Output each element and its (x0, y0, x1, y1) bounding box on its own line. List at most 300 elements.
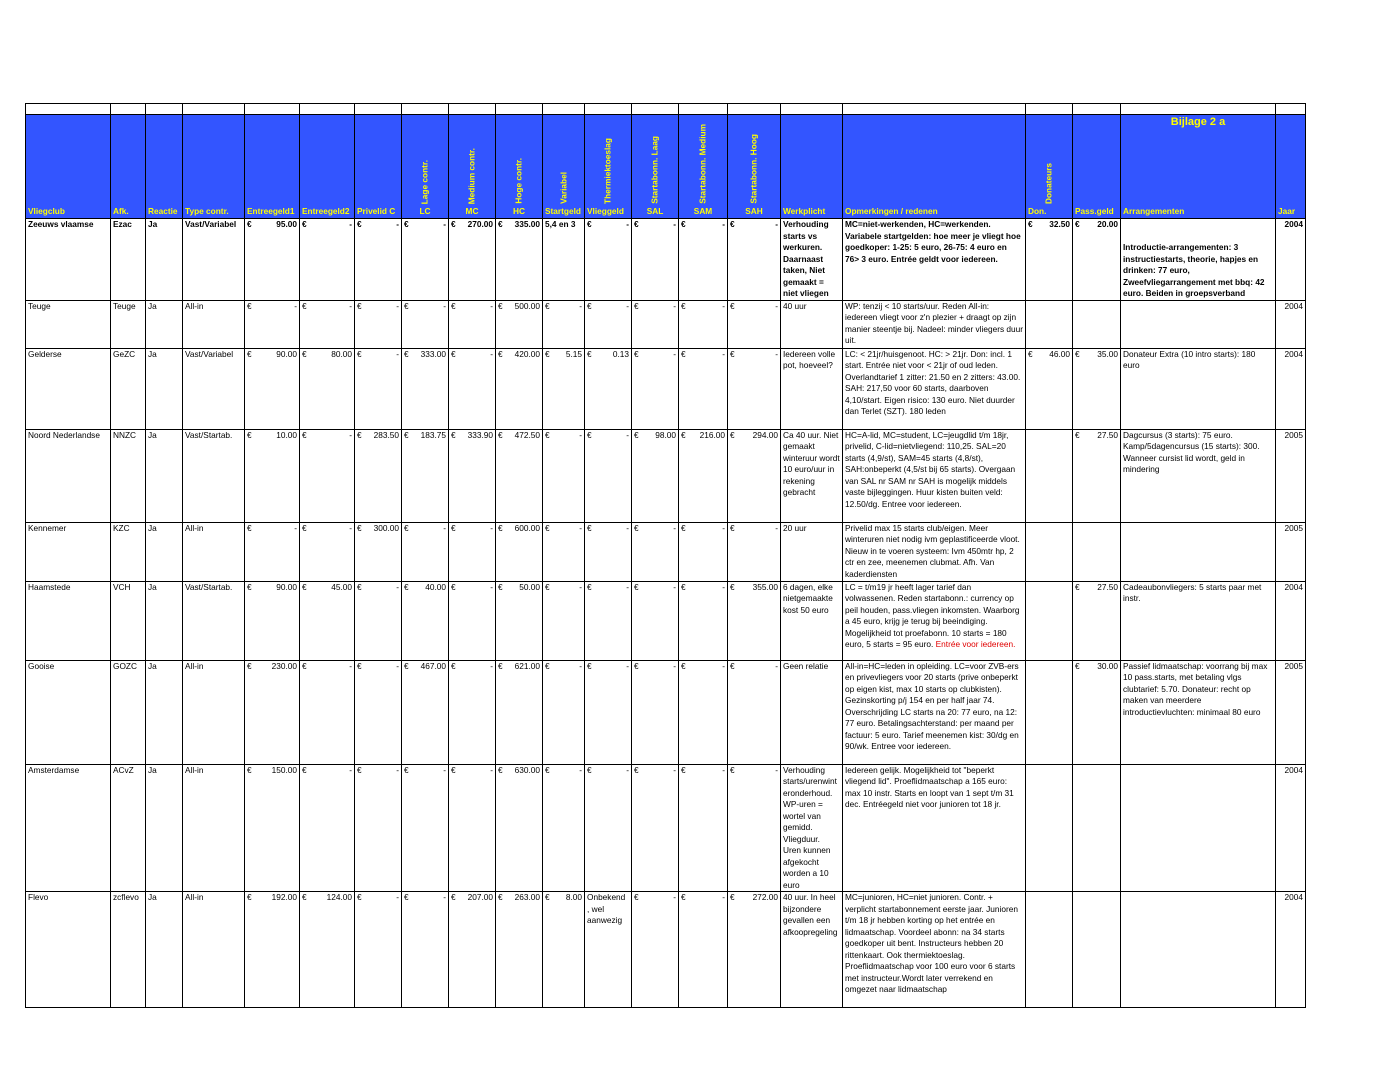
table-cell[interactable] (1121, 348, 1276, 429)
table-cell[interactable] (1026, 429, 1073, 522)
table-cell[interactable] (355, 348, 402, 429)
header-cell[interactable] (183, 115, 245, 219)
table-cell[interactable] (245, 581, 300, 660)
table-cell[interactable] (496, 219, 543, 301)
table-cell[interactable] (728, 764, 781, 892)
currency-symbol: € (1075, 581, 1080, 592)
currency-symbol: € (545, 300, 550, 311)
currency-symbol: € (681, 892, 686, 902)
table-cell[interactable] (632, 219, 679, 301)
table-row (26, 348, 1306, 429)
table-cell[interactable] (402, 348, 449, 429)
amount: - (722, 522, 725, 533)
amount: 630.00 (514, 764, 540, 775)
header-cell[interactable] (585, 115, 632, 219)
table-cell[interactable] (679, 219, 728, 301)
table-cell[interactable] (1026, 581, 1073, 660)
table-cell[interactable] (300, 892, 355, 1008)
table-cell[interactable] (449, 660, 496, 764)
spacer-cell[interactable] (632, 104, 679, 115)
table-cell[interactable] (449, 300, 496, 348)
table-cell[interactable] (1121, 219, 1276, 301)
currency-symbol: € (545, 892, 550, 902)
header-cell[interactable] (1026, 115, 1073, 219)
table-cell[interactable] (543, 764, 585, 892)
table-cell[interactable] (245, 300, 300, 348)
table-cell[interactable] (111, 429, 146, 522)
amount: - (490, 522, 493, 533)
currency-symbol: € (1028, 219, 1033, 229)
table-cell[interactable] (781, 660, 843, 764)
money-value (730, 765, 778, 777)
table-cell[interactable] (1026, 348, 1073, 429)
table-cell[interactable] (728, 522, 781, 581)
spacer-cell[interactable] (300, 104, 355, 115)
spacer-cell[interactable] (1276, 104, 1306, 115)
money-value (681, 430, 725, 442)
table-cell[interactable] (402, 522, 449, 581)
table-cell[interactable] (183, 300, 245, 348)
amount: - (443, 300, 446, 311)
header-label: SAL (646, 206, 664, 216)
table-cell[interactable] (449, 892, 496, 1008)
money-value (681, 219, 725, 231)
header-cell[interactable] (355, 115, 402, 219)
spacer-cell[interactable] (111, 104, 146, 115)
table-cell[interactable] (26, 764, 111, 892)
currency-symbol: € (545, 522, 550, 533)
table-cell[interactable] (679, 522, 728, 581)
table-cell[interactable] (1276, 660, 1306, 764)
spacer-cell[interactable] (781, 104, 843, 115)
table-cell[interactable] (496, 581, 543, 660)
table-cell[interactable] (1121, 300, 1276, 348)
spacer-cell[interactable] (679, 104, 728, 115)
money-value (634, 892, 676, 904)
table-cell[interactable] (300, 522, 355, 581)
table-cell[interactable] (496, 892, 543, 1008)
table-cell[interactable] (843, 522, 1026, 581)
table-cell[interactable] (111, 764, 146, 892)
table-cell[interactable] (300, 660, 355, 764)
table-cell[interactable] (1276, 429, 1306, 522)
table-cell[interactable] (1073, 429, 1121, 522)
table-cell[interactable] (1073, 660, 1121, 764)
table-cell[interactable] (1121, 522, 1276, 581)
amount: 30.00 (1097, 660, 1118, 671)
money-value (247, 219, 297, 231)
header-cell[interactable] (300, 115, 355, 219)
table-cell[interactable] (543, 892, 585, 1008)
table-cell[interactable] (585, 660, 632, 764)
table-cell[interactable] (183, 764, 245, 892)
table-cell[interactable] (449, 348, 496, 429)
table-cell[interactable] (679, 660, 728, 764)
spacer-cell[interactable] (449, 104, 496, 115)
table-cell[interactable] (679, 300, 728, 348)
table-cell[interactable] (402, 892, 449, 1008)
table-cell[interactable] (111, 300, 146, 348)
table-cell[interactable] (245, 764, 300, 892)
money-value (730, 219, 778, 231)
header-cell[interactable] (146, 115, 183, 219)
table-cell[interactable] (543, 581, 585, 660)
header-cell[interactable] (26, 115, 111, 219)
table-cell[interactable] (26, 581, 111, 660)
spacer-cell[interactable] (26, 104, 111, 115)
table-cell[interactable] (1276, 219, 1306, 301)
spacer-cell[interactable] (496, 104, 543, 115)
header-cell[interactable] (679, 115, 728, 219)
table-cell[interactable] (679, 892, 728, 1008)
table-cell[interactable] (26, 522, 111, 581)
table-cell[interactable] (1276, 892, 1306, 1008)
header-label: Vliegclub (28, 206, 65, 216)
spacer-cell[interactable] (355, 104, 402, 115)
table-cell[interactable] (355, 429, 402, 522)
table-cell[interactable] (449, 429, 496, 522)
table-cell[interactable] (26, 219, 111, 301)
cell-text: 20 uur (783, 522, 807, 533)
spacer-cell[interactable] (728, 104, 781, 115)
table-cell[interactable] (26, 300, 111, 348)
table-cell[interactable] (355, 581, 402, 660)
table-cell[interactable] (632, 764, 679, 892)
table-cell[interactable] (245, 219, 300, 301)
table-cell[interactable] (1121, 892, 1276, 1008)
table-cell[interactable] (449, 764, 496, 892)
table-cell[interactable] (111, 219, 146, 301)
table-cell[interactable] (679, 764, 728, 892)
money-value (357, 349, 399, 361)
table-cell[interactable] (111, 522, 146, 581)
header-cell[interactable] (1121, 115, 1276, 219)
table-cell[interactable] (843, 764, 1026, 892)
table-cell[interactable] (1073, 892, 1121, 1008)
table-cell[interactable] (146, 219, 183, 301)
table-cell[interactable] (781, 892, 843, 1008)
amount: 46.00 (1049, 348, 1070, 359)
table-cell[interactable] (146, 892, 183, 1008)
spacer-cell[interactable] (402, 104, 449, 115)
table-cell[interactable] (402, 429, 449, 522)
table-cell[interactable] (355, 522, 402, 581)
table-cell[interactable] (781, 300, 843, 348)
table-cell[interactable] (585, 348, 632, 429)
money-value (587, 582, 629, 594)
table-cell[interactable] (111, 581, 146, 660)
table-cell[interactable] (1026, 660, 1073, 764)
table-cell[interactable] (111, 892, 146, 1008)
table-cell[interactable] (300, 300, 355, 348)
spacer-cell[interactable] (245, 104, 300, 115)
table-cell[interactable] (355, 892, 402, 1008)
amount: 80.00 (331, 348, 352, 359)
table-cell[interactable] (496, 348, 543, 429)
table-cell[interactable] (543, 300, 585, 348)
table-cell[interactable] (183, 219, 245, 301)
table-cell[interactable] (1026, 300, 1073, 348)
table-cell[interactable] (355, 660, 402, 764)
table-cell[interactable] (402, 300, 449, 348)
currency-symbol: € (681, 764, 686, 775)
table-cell[interactable] (728, 348, 781, 429)
table-cell[interactable] (728, 581, 781, 660)
amount: - (396, 764, 399, 775)
amount: - (722, 581, 725, 592)
table-cell[interactable] (1073, 300, 1121, 348)
table-cell[interactable] (543, 660, 585, 764)
cell-text: Privelid max 15 starts club/eigen. Meer winteruren niet nodig ivm geplastificeerde vloot. Nieuw in te voeren systeem: Ivm 450mtr hp, 2 ctr en zee, meenemen clubmat. Afh. Van kaderdiensten (845, 522, 1020, 579)
header-cell[interactable] (402, 115, 449, 219)
table-cell[interactable] (355, 300, 402, 348)
table-cell[interactable] (728, 300, 781, 348)
header-cell[interactable] (781, 115, 843, 219)
table-cell[interactable] (585, 429, 632, 522)
money-value (498, 765, 540, 777)
currency-symbol: € (302, 300, 307, 311)
table-cell[interactable] (300, 219, 355, 301)
money-value (451, 301, 493, 313)
table-cell[interactable] (585, 300, 632, 348)
table-cell[interactable] (1276, 300, 1306, 348)
spacer-cell[interactable] (585, 104, 632, 115)
table-cell[interactable] (1073, 581, 1121, 660)
table-cell[interactable] (245, 429, 300, 522)
table-cell[interactable] (449, 219, 496, 301)
table-cell[interactable] (781, 522, 843, 581)
amount: 333.90 (467, 429, 493, 440)
table-cell[interactable] (300, 429, 355, 522)
header-cell[interactable] (496, 115, 543, 219)
money-value (1075, 661, 1118, 673)
table-cell[interactable] (543, 348, 585, 429)
table-cell[interactable] (781, 581, 843, 660)
currency-symbol: € (545, 660, 550, 671)
table-cell[interactable] (632, 522, 679, 581)
table-cell[interactable] (146, 660, 183, 764)
table-cell[interactable] (1276, 522, 1306, 581)
table-cell[interactable] (496, 660, 543, 764)
table-cell[interactable] (632, 581, 679, 660)
table-cell[interactable] (543, 429, 585, 522)
table-cell[interactable] (585, 892, 632, 1008)
cell-text: GOZC (113, 660, 137, 671)
table-cell[interactable] (728, 892, 781, 1008)
table-cell[interactable] (1276, 348, 1306, 429)
spacer-cell[interactable] (183, 104, 245, 115)
table-cell[interactable] (1073, 348, 1121, 429)
table-cell[interactable] (728, 660, 781, 764)
header-cell[interactable] (843, 115, 1026, 219)
table-cell[interactable] (183, 429, 245, 522)
table-cell[interactable] (1121, 581, 1276, 660)
table-cell[interactable] (543, 219, 585, 301)
cell-text: GeZC (113, 348, 136, 359)
cell-text: 5,4 en 3 (545, 219, 576, 229)
table-cell[interactable] (183, 348, 245, 429)
spacer-cell[interactable] (1121, 104, 1276, 115)
table-cell[interactable] (781, 219, 843, 301)
spacer-cell[interactable] (146, 104, 183, 115)
table-cell[interactable] (1276, 581, 1306, 660)
table-cell[interactable] (183, 581, 245, 660)
table-cell[interactable] (585, 581, 632, 660)
table-cell[interactable] (146, 764, 183, 892)
money-value (302, 349, 352, 361)
amount: - (673, 219, 676, 229)
table-cell[interactable] (183, 892, 245, 1008)
header-cell[interactable] (1276, 115, 1306, 219)
table-cell[interactable] (449, 522, 496, 581)
table-cell[interactable] (843, 348, 1026, 429)
table-cell[interactable] (402, 581, 449, 660)
table-cell[interactable] (843, 429, 1026, 522)
table-cell[interactable] (245, 522, 300, 581)
table-cell[interactable] (1121, 660, 1276, 764)
table-cell[interactable] (26, 348, 111, 429)
currency-symbol: € (302, 892, 307, 902)
table-cell[interactable] (111, 660, 146, 764)
table-cell[interactable] (402, 764, 449, 892)
header-vertical-label: Lage contr. (419, 159, 430, 204)
table-cell[interactable] (679, 429, 728, 522)
table-cell[interactable] (402, 219, 449, 301)
table-cell[interactable] (1276, 764, 1306, 892)
table-cell[interactable] (26, 660, 111, 764)
table-cell[interactable] (300, 581, 355, 660)
table-cell[interactable] (183, 522, 245, 581)
currency-symbol: € (404, 219, 409, 229)
table-cell[interactable] (843, 300, 1026, 348)
spacer-cell[interactable] (543, 104, 585, 115)
table-cell[interactable] (585, 522, 632, 581)
table-cell[interactable] (1073, 764, 1121, 892)
table-cell[interactable] (632, 660, 679, 764)
table-cell[interactable] (632, 429, 679, 522)
money-value (587, 661, 629, 673)
amount: - (349, 219, 352, 229)
table-cell[interactable] (496, 429, 543, 522)
table-cell[interactable] (679, 581, 728, 660)
table-cell[interactable] (183, 660, 245, 764)
header-cell[interactable] (111, 115, 146, 219)
table-cell[interactable] (245, 348, 300, 429)
amount: 420.00 (514, 348, 540, 359)
table-cell[interactable] (1026, 764, 1073, 892)
header-cell[interactable] (728, 115, 781, 219)
currency-symbol: € (247, 581, 252, 592)
table-cell[interactable] (728, 219, 781, 301)
amount: - (579, 429, 582, 440)
money-value (247, 523, 297, 535)
table-cell[interactable] (1121, 429, 1276, 522)
currency-symbol: € (730, 764, 735, 775)
table-cell[interactable] (781, 348, 843, 429)
table-cell[interactable] (543, 522, 585, 581)
money-value (498, 661, 540, 673)
table-cell[interactable] (1026, 219, 1073, 301)
table-cell[interactable] (355, 764, 402, 892)
table-cell[interactable] (843, 660, 1026, 764)
money-value (404, 523, 446, 535)
spacer-cell[interactable] (1073, 104, 1121, 115)
table-cell[interactable] (632, 348, 679, 429)
table-cell[interactable] (585, 764, 632, 892)
amount: - (626, 660, 629, 671)
table-cell[interactable] (146, 429, 183, 522)
table-cell[interactable] (300, 764, 355, 892)
table-cell[interactable] (1026, 522, 1073, 581)
header-cell[interactable] (449, 115, 496, 219)
amount: - (396, 581, 399, 592)
table-cell[interactable] (781, 764, 843, 892)
table-cell[interactable] (843, 581, 1026, 660)
table-cell[interactable] (300, 348, 355, 429)
table-cell[interactable] (728, 429, 781, 522)
table-cell[interactable] (1026, 892, 1073, 1008)
header-cell[interactable] (632, 115, 679, 219)
table-cell[interactable] (1121, 764, 1276, 892)
table-cell[interactable] (1073, 219, 1121, 301)
table-cell[interactable] (632, 892, 679, 1008)
table-cell[interactable] (449, 581, 496, 660)
table-cell[interactable] (26, 429, 111, 522)
cell-text: All-in (185, 660, 204, 671)
spacer-row (26, 104, 1306, 115)
cell-text: Ja (148, 660, 157, 671)
table-cell[interactable] (679, 348, 728, 429)
money-value (247, 582, 297, 594)
table-cell[interactable] (496, 522, 543, 581)
table-cell[interactable] (843, 892, 1026, 1008)
table-cell[interactable] (245, 660, 300, 764)
table-cell[interactable] (245, 892, 300, 1008)
table-cell[interactable] (632, 300, 679, 348)
header-cell[interactable] (1073, 115, 1121, 219)
spacer-cell[interactable] (1026, 104, 1073, 115)
table-cell[interactable] (146, 581, 183, 660)
table-cell[interactable] (111, 348, 146, 429)
header-cell[interactable] (543, 115, 585, 219)
currency-symbol: € (634, 429, 639, 440)
header-cell[interactable] (245, 115, 300, 219)
table-cell[interactable] (146, 300, 183, 348)
money-value (247, 301, 297, 313)
header-label: Type contr. (185, 206, 229, 216)
money-value (498, 892, 540, 904)
spacer-cell[interactable] (843, 104, 1026, 115)
table-cell[interactable] (355, 219, 402, 301)
money-value (451, 892, 493, 904)
header-label: HC (513, 206, 525, 216)
cell-text: All-in=HC=leden in opleiding. LC=voor ZVB-ers en privevliegers voor 20 starts (prive onbeperkt op eigen kist, max 10 starts op clubkisten). Gezinskorting p/j 154 en per half jaar 74. Overschrijding LC starts na 20: 77 euro, na 12: 77 euro. Betalingsachterstand: per maand per factuur: 5 euro. Tarief meenemen kist: 30/dg en 90/wk. Entree voor iedereen. (845, 660, 1019, 751)
table-cell[interactable] (402, 660, 449, 764)
table-cell[interactable] (146, 348, 183, 429)
money-value (247, 349, 297, 361)
table-cell[interactable] (781, 429, 843, 522)
money-value (545, 765, 582, 777)
table-cell[interactable] (496, 764, 543, 892)
table-cell[interactable] (496, 300, 543, 348)
table-cell[interactable] (1073, 522, 1121, 581)
amount: - (349, 660, 352, 671)
amount: - (722, 660, 725, 671)
table-cell[interactable] (843, 219, 1026, 301)
table-cell[interactable] (146, 522, 183, 581)
table-cell[interactable] (585, 219, 632, 301)
table-cell[interactable] (26, 892, 111, 1008)
